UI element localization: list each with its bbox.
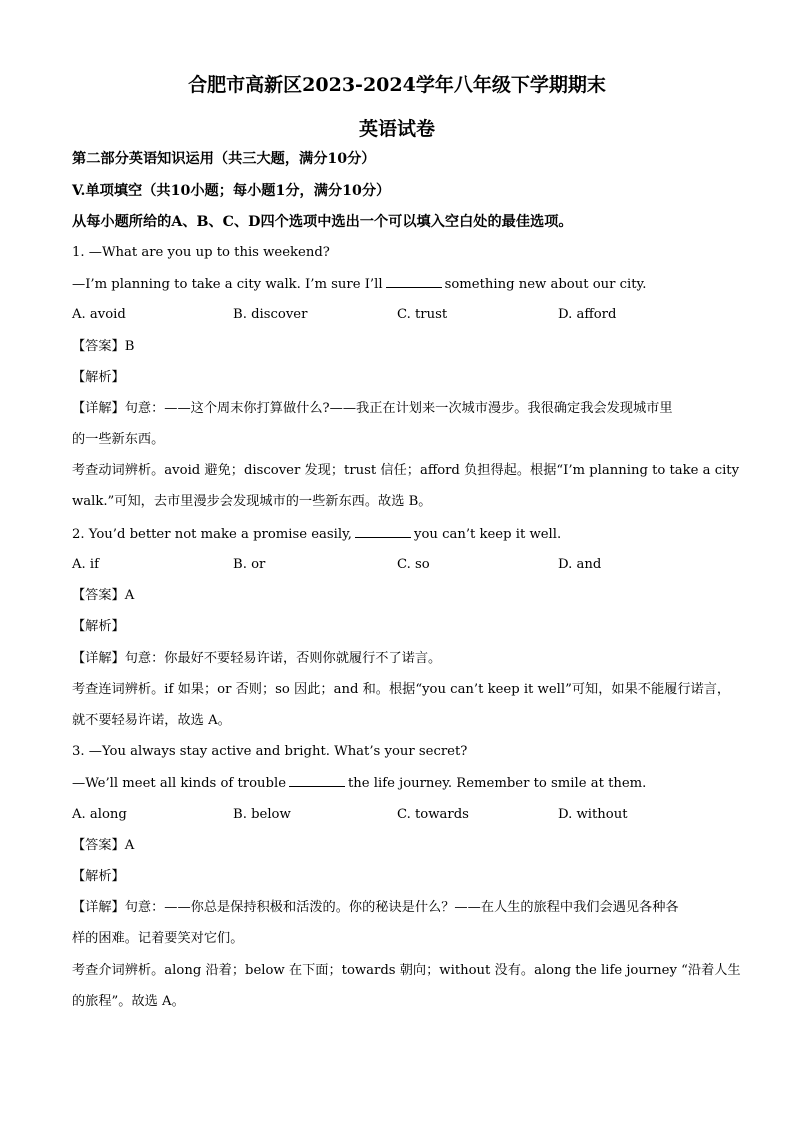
question-1-detail-line-2: 的一些新东西。 bbox=[72, 432, 165, 447]
question-1-stem-line-2 bbox=[72, 275, 724, 294]
question-2-explain-line-2: 就不要轻易许诺，故选 A。 bbox=[72, 713, 231, 728]
option-b: B. discover bbox=[233, 307, 308, 322]
option-a: A. along bbox=[72, 807, 127, 822]
question-1-answer bbox=[72, 338, 724, 356]
detail-label: 【详解】 bbox=[72, 651, 125, 666]
section-heading: V.单项填空（共10小题；每小题1分，满分10分） bbox=[72, 183, 391, 199]
answer-blank bbox=[386, 275, 442, 288]
answer-value: B bbox=[124, 339, 135, 354]
stem-text: you can’t keep it well. bbox=[414, 527, 562, 542]
answer-value: A bbox=[124, 588, 135, 603]
question-2-detail-line-1 bbox=[72, 650, 724, 668]
answer-value: A bbox=[124, 838, 135, 853]
document-subtitle: 英语试卷 bbox=[358, 118, 435, 140]
answer-label: 【答案】 bbox=[72, 588, 125, 603]
option-d: D. and bbox=[558, 557, 602, 572]
option-c: C. trust bbox=[397, 307, 448, 322]
question-3-analysis-label: 【解析】 bbox=[72, 869, 125, 884]
answer-label: 【答案】 bbox=[72, 339, 125, 354]
option-c: C. so bbox=[397, 557, 430, 572]
question-1-detail-line-1 bbox=[72, 400, 724, 418]
detail-text: 句意：你最好不要轻易许诺，否则你就履行不了诺言。 bbox=[124, 651, 442, 666]
question-3-options bbox=[72, 806, 724, 824]
question-2-explain-line-1: 考查连词辨析。if 如果；or 否则；so 因此；and 和。根据“you can’t keep it well”可知，如果不能履行诺言， bbox=[72, 682, 731, 697]
stem-text: the life journey. Remember to smile at them. bbox=[348, 776, 647, 791]
stem-text: —I’m planning to take a city walk. I’m sure I’ll bbox=[72, 277, 383, 292]
document-title: 合肥市高新区2023-2024学年八年级下学期期末 bbox=[188, 74, 606, 96]
answer-blank bbox=[289, 774, 345, 787]
stem-text: —We’ll meet all kinds of trouble bbox=[72, 776, 286, 791]
stem-text: 2. You’d better not make a promise easily, bbox=[72, 527, 352, 542]
option-d: D. afford bbox=[558, 307, 617, 322]
question-2-options bbox=[72, 556, 724, 574]
question-2-analysis-label: 【解析】 bbox=[72, 619, 125, 634]
question-2-answer bbox=[72, 587, 724, 605]
option-c: C. towards bbox=[397, 807, 469, 822]
question-3-explain-line-1: 考查介词辨析。along 沿着；below 在下面；towards 朝向；without 没有。along the life journey “沿着人生 bbox=[72, 963, 741, 978]
question-2-stem bbox=[72, 525, 724, 544]
question-1-explain-line-1: 考查动词辨析。avoid 避免；discover 发现；trust 信任；afford 负担得起。根据“I’m planning to take a city bbox=[72, 463, 740, 478]
answer-blank bbox=[355, 525, 411, 538]
question-1-options bbox=[72, 306, 724, 324]
option-b: B. below bbox=[233, 807, 291, 822]
answer-label: 【答案】 bbox=[72, 838, 125, 853]
question-1-explain-line-2: walk.”可知，去市里漫步会发现城市的一些新东西。故选 B。 bbox=[72, 494, 432, 509]
detail-text: 句意：——这个周末你打算做什么?——我正在计划来一次城市漫步。我很确定我会发现城市里 bbox=[124, 401, 673, 416]
part-heading: 第二部分英语知识运用（共三大题，满分10分） bbox=[72, 151, 376, 167]
option-a: A. if bbox=[72, 557, 100, 572]
question-3-detail-line-1 bbox=[72, 899, 724, 917]
section-instruction: 从每小题所给的A、B、C、D四个选项中选出一个可以填入空白处的最佳选项。 bbox=[72, 214, 573, 230]
option-b: B. or bbox=[233, 557, 266, 572]
detail-label: 【详解】 bbox=[72, 900, 125, 915]
question-1-stem-line-1: 1. —What are you up to this weekend? bbox=[72, 245, 330, 260]
question-3-stem-line-2 bbox=[72, 774, 724, 793]
question-3-detail-line-2: 样的困难。记着要笑对它们。 bbox=[72, 931, 244, 946]
option-a: A. avoid bbox=[72, 307, 126, 322]
question-3-explain-line-2: 的旅程”。故选 A。 bbox=[72, 994, 185, 1009]
question-3-answer bbox=[72, 837, 724, 855]
question-1-analysis-label: 【解析】 bbox=[72, 370, 125, 385]
question-3-stem-line-1: 3. —You always stay active and bright. What’s your secret? bbox=[72, 744, 468, 759]
stem-text: something new about our city. bbox=[444, 277, 647, 292]
detail-label: 【详解】 bbox=[72, 401, 125, 416]
option-d: D. without bbox=[558, 807, 628, 822]
detail-text: 句意：——你总是保持积极和活泼的。你的秘诀是什么？——在人生的旅程中我们会遇见各种各 bbox=[124, 900, 679, 915]
